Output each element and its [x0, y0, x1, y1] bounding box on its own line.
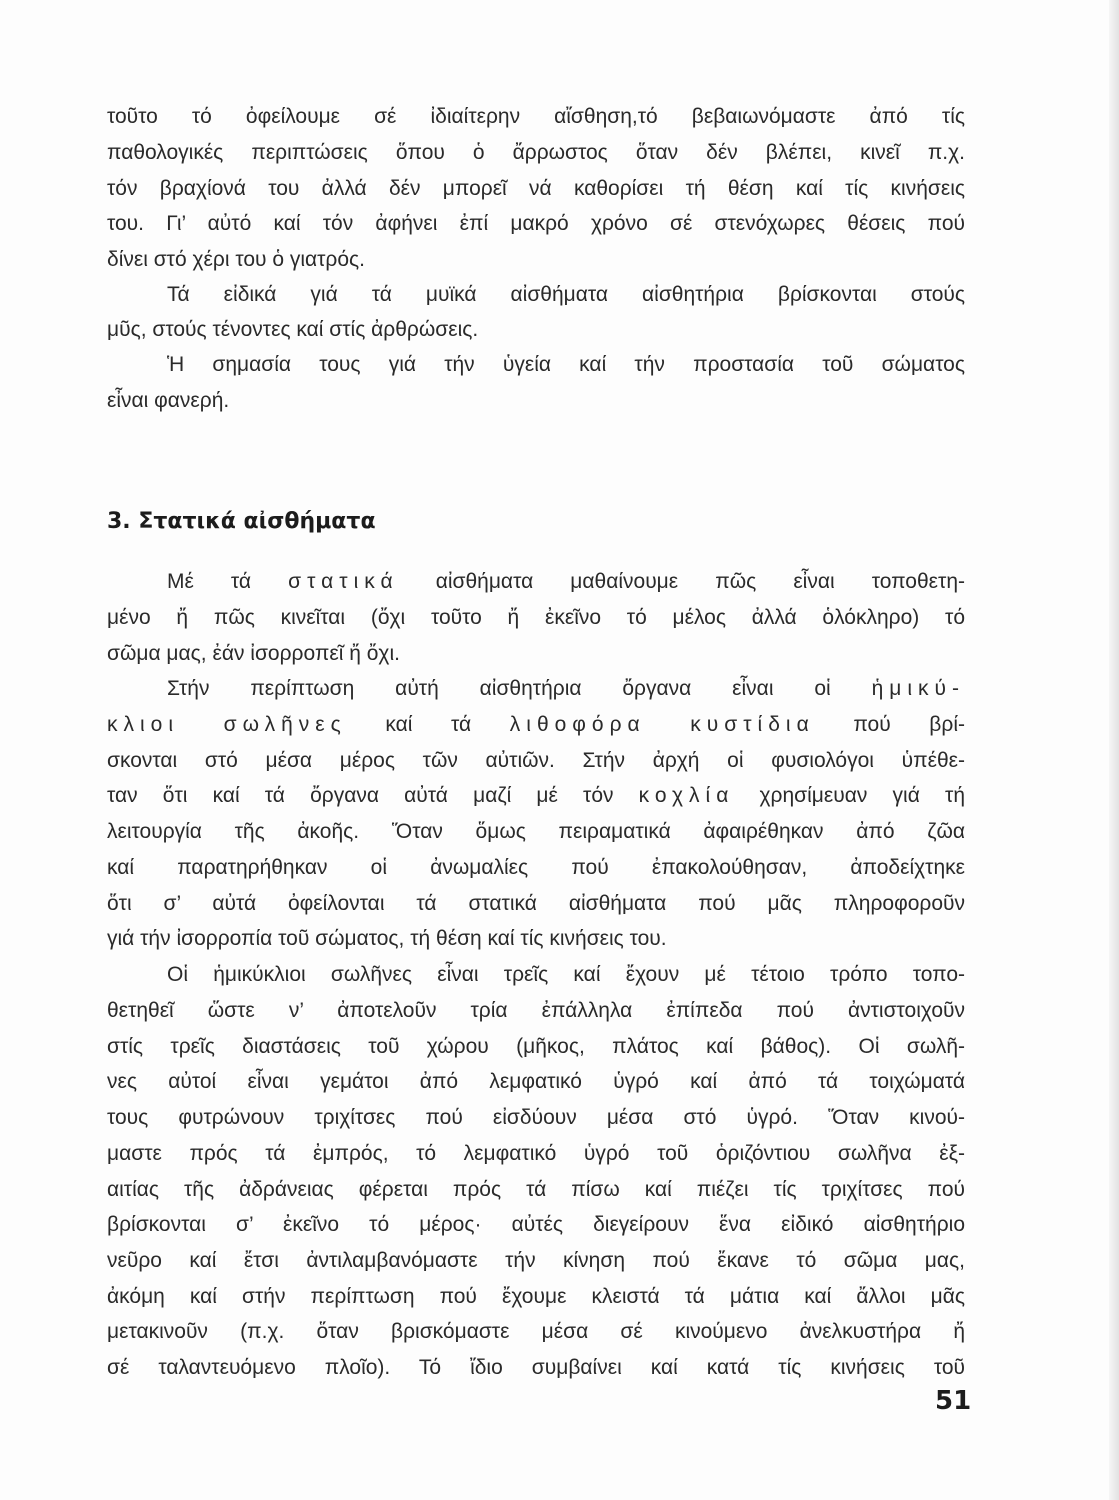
text-line: μῦς, στούς τένοντες καί στίς ἀρθρώσεις.: [107, 318, 479, 341]
text-fragment: Στήν περίπτωση αὐτή αἰσθητήρια ὄργανα εἶναι οἱ: [167, 677, 872, 700]
text-line: νες αὐτοί εἶναι γεμάτοι ἀπό λεμφατικό ὑγρό καί ἀπό τά τοιχώματά: [107, 1070, 965, 1093]
text-line: Οἱ ἡμικύκλιοι σωλῆνες εἶναι τρεῖς καί ἔχουν μέ τέτοιο τρόπο τοπο-: [167, 963, 965, 986]
text-line: [167, 674, 965, 704]
section-heading: 3. Στατικά αἰσθήματα: [107, 509, 376, 534]
text-line: Τά εἰδικά γιά τά μυϊκά αἰσθήματα αἰσθητήρια βρίσκονται στούς: [167, 283, 965, 306]
text-fragment: χρησίμευαν γιά τή: [734, 784, 965, 807]
text-line: ὅτι σ’ αὐτά ὀφείλονται τά στατικά αἰσθήματα πού μᾶς πληροφοροῦν: [107, 892, 965, 915]
text-line: βρίσκονται σ’ ἐκεῖνο τό μέρος· αὐτές διεγείρουν ἕνα εἰδικό αἰσθητήριο: [107, 1213, 965, 1236]
text-line: τους φυτρώνουν τριχίτσες πού εἰσδύουν μέσα στό ὑγρό. Ὅταν κινού-: [107, 1106, 965, 1129]
spaced-term: κλιοι σωλῆνες: [107, 713, 347, 736]
text-line: σέ ταλαντευόμενο πλοῖο). Τό ἴδιο συμβαίνει καί κατά τίς κινήσεις τοῦ: [107, 1356, 965, 1379]
text-line: σκονται στό μέσα μέρος τῶν αὐτιῶν. Στήν ἀρχή οἱ φυσιολόγοι ὑπέθε-: [107, 749, 965, 772]
text-line: γιά τήν ἰσορροπία τοῦ σώματος, τή θέση καί τίς κινήσεις του.: [107, 927, 667, 950]
text-line: τοῦτο τό ὀφείλουμε σέ ἰδιαίτερην αἴσθηση,τό βεβαιωνόμαστε ἀπό τίς: [107, 105, 965, 128]
text-fragment: πού βρί-: [814, 713, 965, 736]
spaced-term: κοχλία: [638, 784, 735, 807]
spaced-term: στατικά: [288, 570, 399, 593]
text-fragment: καί τά: [346, 713, 510, 736]
text-line: μετακινοῦν (π.χ. ὅταν βρισκόμαστε μέσα σέ κινούμενο ἀνελκυστήρα ἤ: [107, 1320, 965, 1343]
text-line: μένο ἤ πῶς κινεῖται (ὄχι τοῦτο ἤ ἐκεῖνο τό μέλος ἀλλά ὁλόκληρο) τό: [107, 606, 965, 629]
text-line: θετηθεῖ ὥστε ν’ ἀποτελοῦν τρία ἐπάλληλα ἐπίπεδα πού ἀντιστοιχοῦν: [107, 999, 965, 1022]
text-line: αιτίας τῆς ἀδράνειας φέρεται πρός τά πίσω καί πιέζει τίς τριχίτσες πού: [107, 1178, 965, 1201]
page-number: 51: [935, 1386, 972, 1416]
page-edge-shadow: [1109, 0, 1119, 1500]
text-line: νεῦρο καί ἔτσι ἀντιλαμβανόμαστε τήν κίνηση πού ἔκανε τό σῶμα μας,: [107, 1249, 965, 1272]
text-line: δίνει στό χέρι του ὁ γιατρός.: [107, 248, 366, 271]
text-fragment: Μέ τά: [167, 570, 289, 593]
spaced-term: ἡμικύ-: [871, 677, 965, 700]
text-line: του. Γι’ αὐτό καί τόν ἀφήνει ἐπί μακρό χρόνο σέ στενόχωρες θέσεις πού: [107, 212, 965, 235]
text-fragment: αἰσθήματα μαθαίνουμε πῶς εἶναι τοποθετη-: [398, 570, 965, 593]
text-line: τόν βραχίονά του ἀλλά δέν μπορεῖ νά καθορίσει τή θέση καί τίς κινήσεις: [107, 177, 965, 200]
text-line: μαστε πρός τά ἐμπρός, τό λεμφατικό ὑγρό τοῦ ὁριζόντιου σωλῆνα ἐξ-: [107, 1142, 965, 1165]
text-line: [107, 781, 965, 811]
text-line: εἶναι φανερή.: [107, 389, 230, 412]
text-line: σῶμα μας, ἐάν ἰσορροπεῖ ἤ ὄχι.: [107, 642, 400, 665]
text-line: παθολογικές περιπτώσεις ὅπου ὁ ἄρρωστος ὅταν δέν βλέπει, κινεῖ π.χ.: [107, 141, 965, 164]
text-line: Ἡ σημασία τους γιά τήν ὑγεία καί τήν προστασία τοῦ σώματος: [167, 353, 965, 376]
text-fragment: ταν ὅτι καί τά ὄργανα αὐτά μαζί μέ τόν: [107, 784, 639, 807]
text-line: [107, 710, 965, 740]
spaced-term: λιθοφόρα κυστίδια: [509, 713, 815, 736]
text-line: ἀκόμη καί στήν περίπτωση πού ἔχουμε κλειστά τά μάτια καί ἄλλοι μᾶς: [107, 1285, 965, 1308]
text-line: καί παρατηρήθηκαν οἱ ἀνωμαλίες πού ἐπακολούθησαν, ἀποδείχτηκε: [107, 856, 965, 879]
text-line: στίς τρεῖς διαστάσεις τοῦ χώρου (μῆκος, πλάτος καί βάθος). Οἱ σωλῆ-: [107, 1035, 965, 1058]
text-line: λειτουργία τῆς ἀκοῆς. Ὅταν ὅμως πειραματικά ἀφαιρέθηκαν ἀπό ζῶα: [107, 820, 965, 843]
text-line: [167, 567, 965, 597]
